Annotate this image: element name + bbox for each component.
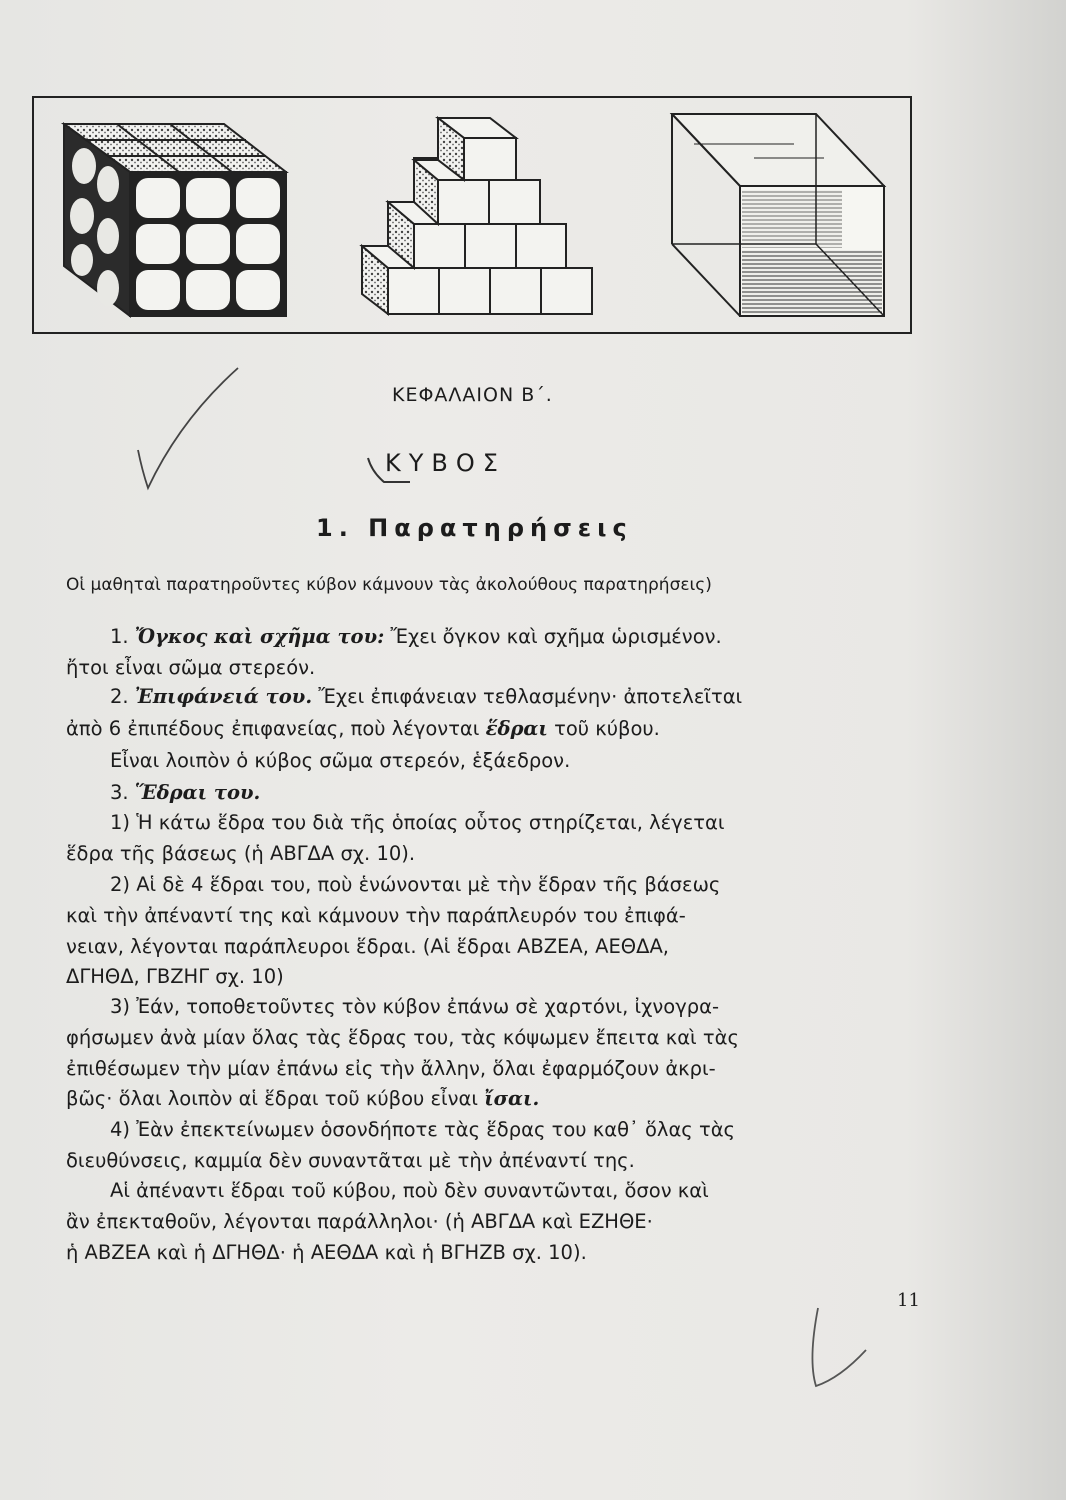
paragraph-2-line-2: καὶ τὴν ἀπέναντί της καὶ κάμνουν τὴν παράπλευρόν του ἐπιφά- [66,904,686,927]
item-1-title: Ὄγκος καὶ σχῆμα του: [134,625,385,648]
paragraph-4-line-2: διευθύνσεις, καμμία δὲν συναντᾶται μὲ τὴν ἀπέναντί της. [66,1149,635,1172]
item-2-text: Ἔχει ἐπιφάνειαν τεθλασμένην· ἀποτελεῖται [318,685,743,708]
item-1-line-1 [110,624,722,650]
item-2-line-3: Εἶναι λοιπὸν ὁ κύβος σῶμα στερεόν, ἑξάεδρον. [110,749,571,772]
cube-of-blocks-drawing [64,124,286,316]
paragraph-4-line-1: 4) Ἐὰν ἐπεκτείνωμεν ὁσονδήποτε τὰς ἕδρας του καθ᾿ ὅλας τὰς [110,1118,735,1141]
term-isai: ἴσαι. [484,1087,540,1110]
pen-hook-mark-icon [800,1300,880,1400]
stepped-blocks-drawing [362,118,592,314]
paragraph-1-line-2: ἕδρα τῆς βάσεως (ἡ ΑΒΓΔΑ σχ. 10). [66,842,416,865]
term-edrai: ἕδραι [485,717,548,740]
item-2-line-1 [110,684,742,710]
item-2-line-2-text: ἀπὸ 6 ἐπιπέδους ἐπιφανείας, ποὺ λέγονται [66,717,480,740]
chapter-title: ΚΥΒΟΣ [385,449,506,477]
paragraph-3-line-1: 3) Ἐάν, τοποθετοῦντες τὸν κύβον ἐπάνω σὲ χαρτόνι, ἰχνογρα- [110,995,720,1018]
item-2-number: 2. [110,685,129,708]
item-2-line-2 [66,716,660,742]
paragraph-3-line-3: ἐπιθέσωμεν τὴν μίαν ἐπάνω εἰς τὴν ἄλλην, ὅλαι ἐφαρμόζουν ἀκρι- [66,1057,716,1080]
figure-illustrations [34,98,914,336]
item-2-line-2-end: τοῦ κύβου. [554,717,660,740]
item-2-title: Ἐπιφάνειά του. [134,685,313,708]
intro-text: Οἱ μαθηταὶ παρατηροῦντες κύβον κάμνουν τὰς ἀκολούθους παρατηρήσεις) [66,575,712,595]
pen-checkmark-icon [120,360,260,500]
pen-underline-mark-icon [364,452,414,492]
paragraph-3-line-4 [66,1086,539,1112]
paragraph-5-line-3: ἡ ΑΒΖΕΑ καὶ ἡ ΔΓΗΘΔ· ἡ ΑΕΘΔΑ καὶ ἡ ΒΓΗΖΒ σχ. 10). [66,1241,587,1264]
chapter-label: ΚΕΦΑΛΑΙΟΝ Β΄. [392,384,553,406]
paragraph-5-line-2: ἂν ἐπεκταθοῦν, λέγονται παράλληλοι· (ἡ ΑΒΓΔΑ καὶ ΕΖΗΘΕ· [66,1210,653,1233]
paragraph-3-line-2: φήσωμεν ἀνὰ μίαν ὅλας τὰς ἕδρας του, τὰς κόψωμεν ἔπειτα καὶ τὰς [66,1026,739,1049]
section-heading: 1. Παρατηρήσεις [316,514,633,542]
paragraph-2-line-1: 2) Αἱ δὲ 4 ἕδραι του, ποὺ ἑνώνονται μὲ τὴν ἕδραν τῆς βάσεως [110,873,721,896]
item-3-title: Ἕδραι του. [134,781,261,804]
item-3-number: 3. [110,781,129,804]
paragraph-5-line-1: Αἱ ἀπέναντι ἕδραι τοῦ κύβου, ποὺ δὲν συναντῶνται, ὅσον καὶ [110,1179,709,1202]
item-1-line-2: ἤτοι εἶναι σῶμα στερεόν. [66,656,316,679]
transparent-cube-drawing [672,114,884,316]
item-1-number: 1. [110,625,129,648]
paragraph-3-line-4-text: βῶς· ὅλαι λοιπὸν αἱ ἕδραι τοῦ κύβου εἶναι [66,1087,478,1110]
item-3-line-1 [110,780,260,806]
paragraph-2-line-4: ΔΓΗΘΔ, ΓΒΖΗΓ σχ. 10) [66,965,284,988]
figure-box [32,96,912,334]
paragraph-2-line-3: νειαν, λέγονται παράπλευροι ἕδραι. (Αἱ ἕδραι ΑΒΖΕΑ, ΑΕΘΔΑ, [66,935,670,958]
page-number: 11 [897,1290,920,1311]
paragraph-1-line-1: 1) Ἡ κάτω ἕδρα του διὰ τῆς ὁποίας οὗτος στηρίζεται, λέγεται [110,811,725,834]
item-1-text: Ἔχει ὄγκον καὶ σχῆμα ὡρισμένον. [390,625,722,648]
